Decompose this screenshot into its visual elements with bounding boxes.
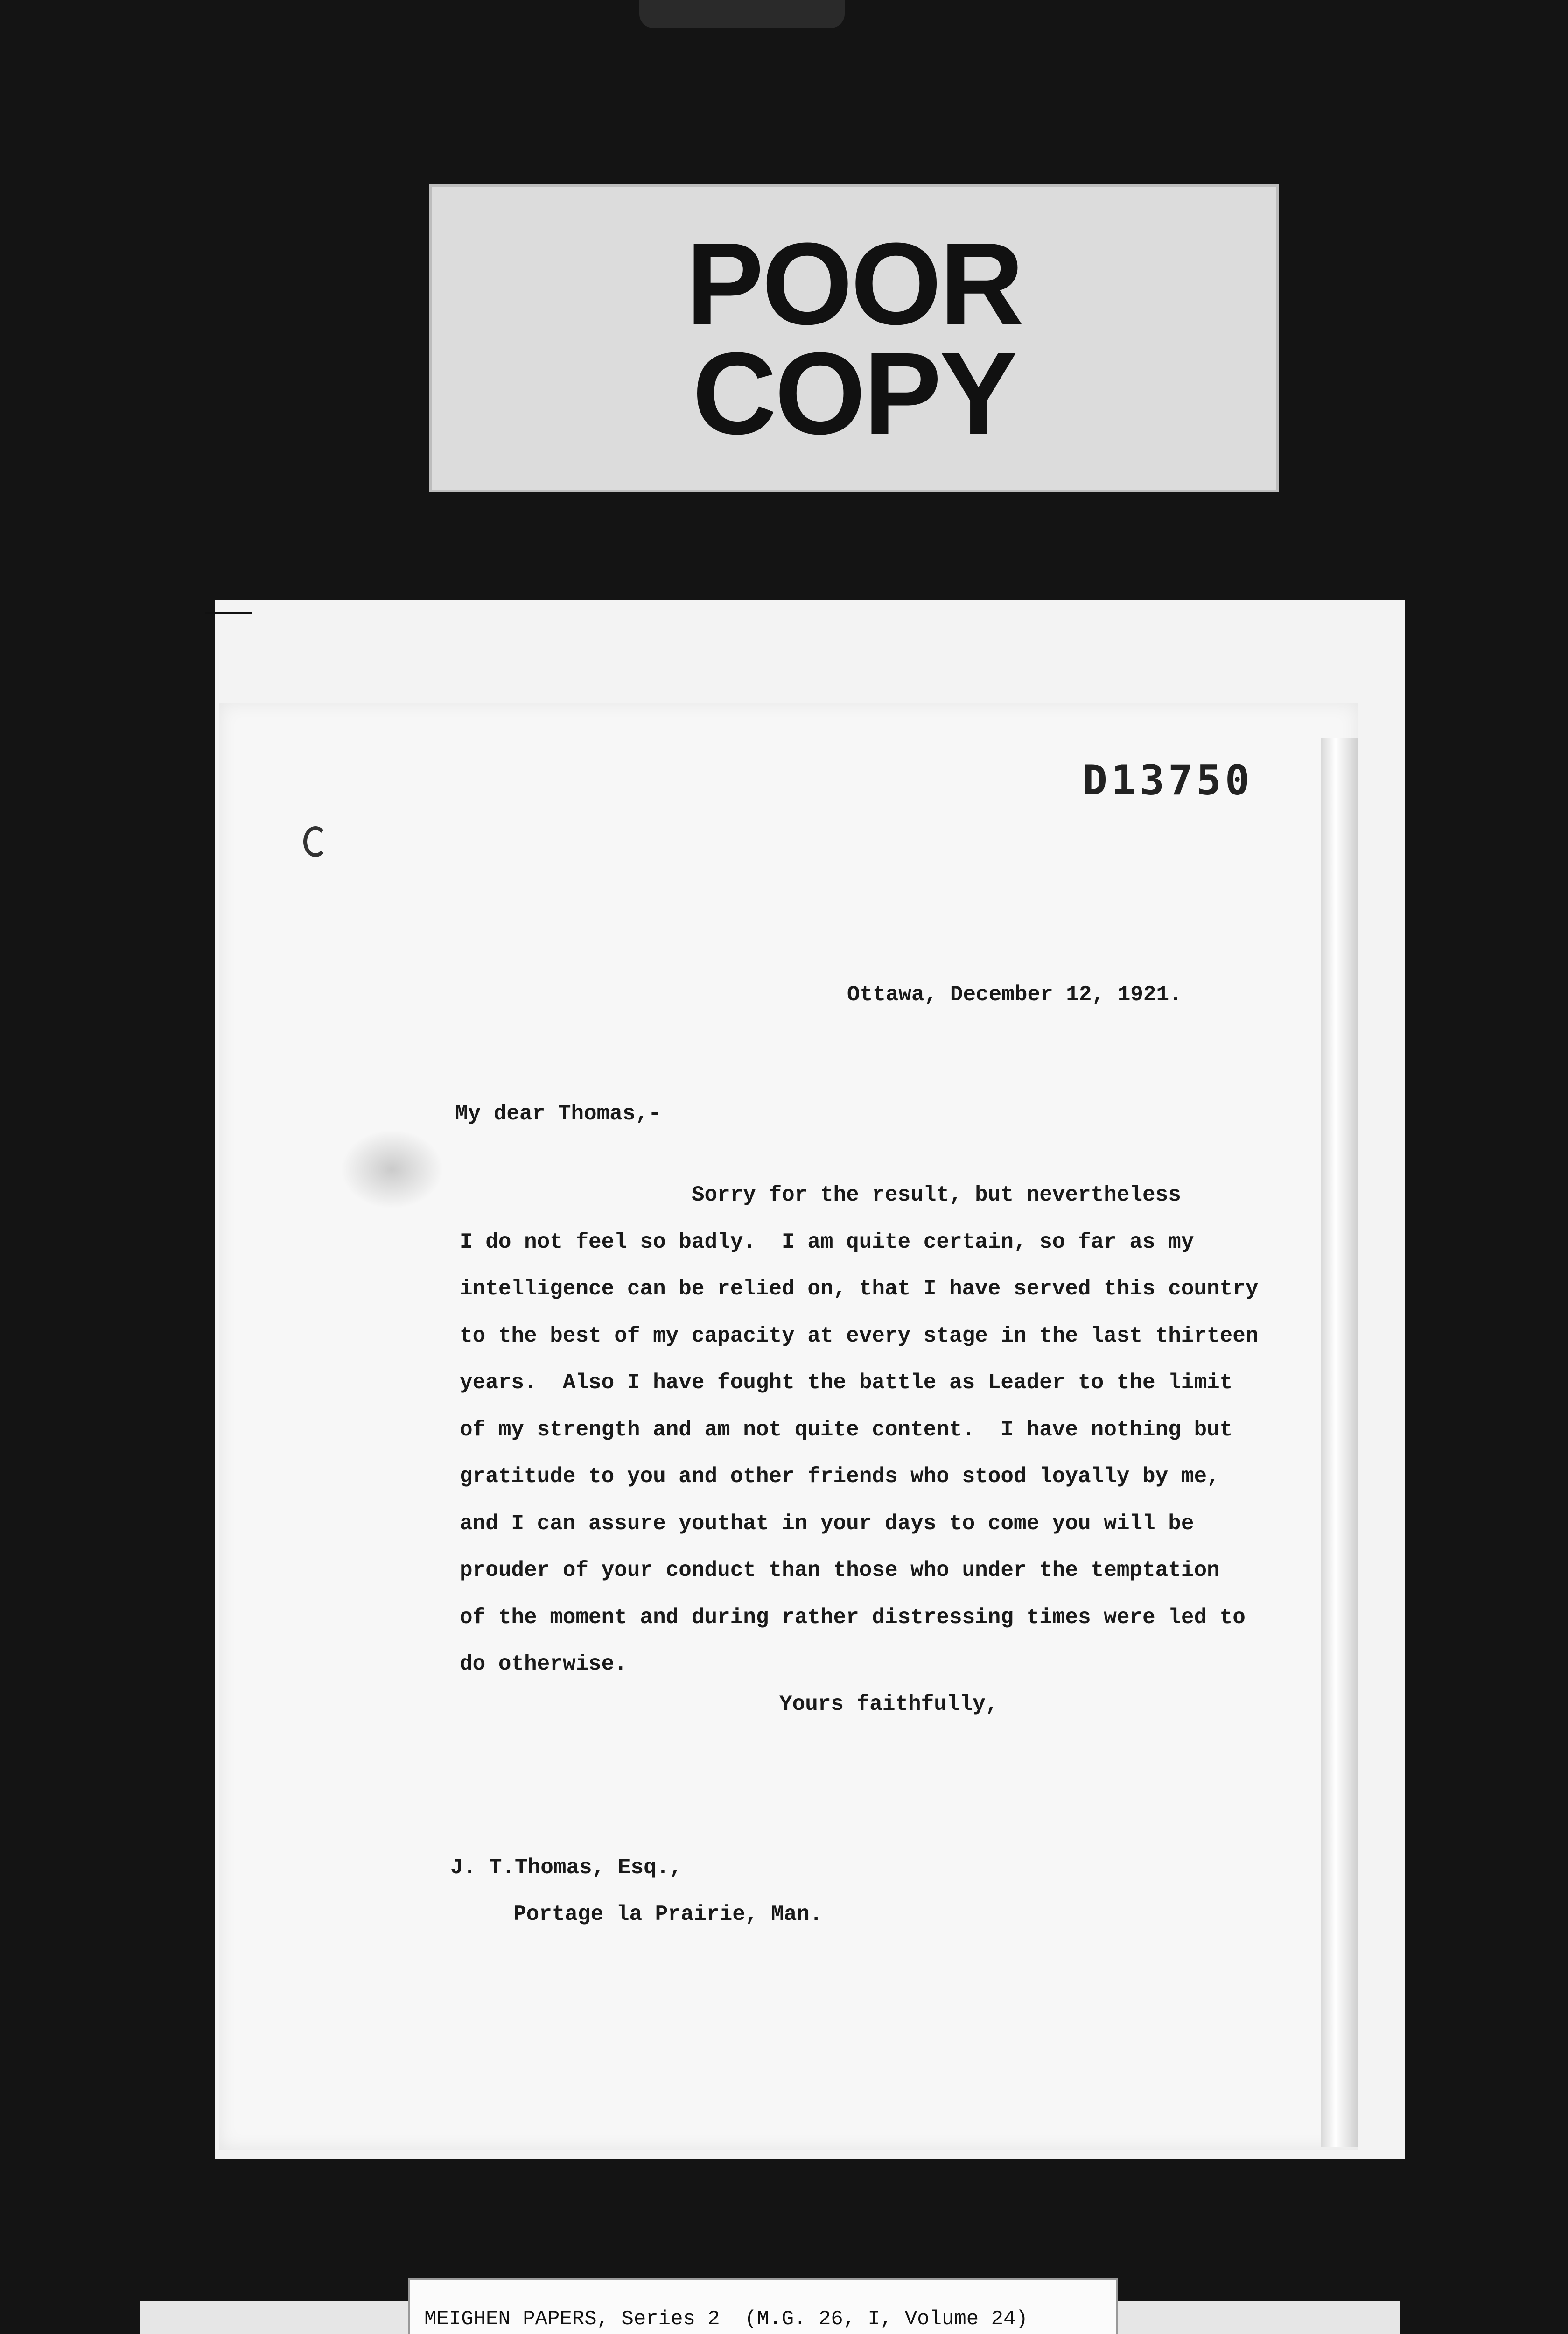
dateline: Ottawa, December 12, 1921. <box>847 983 1182 1007</box>
collection-label <box>408 2278 1118 2334</box>
letter-body: Sorry for the result, but nevertheless I do not feel so badly. I am quite certain, so far as my intelligence can be relied on, that I have served this country to the best of my capacity at every stage in the last thirteen years. Also I have fought the battle as Leader to the limit of my strength and am not quite content. I have nothing but gratitude to you and other friends who stood loyally by me, and I can assure youthat in your days to come you will be prouder of your conduct than those who under the temptation of the moment and during rather distressing times were led to do otherwise. <box>460 1183 1259 1676</box>
salutation: My dear Thomas,- <box>455 1102 661 1126</box>
document-number: D13750 <box>1083 756 1253 804</box>
poor-copy-stamp <box>429 184 1279 492</box>
film-clip <box>639 0 845 28</box>
ink-smudge <box>341 1130 443 1209</box>
hole-punch-mark <box>303 826 328 857</box>
stamp-line-2: COPY <box>692 328 1016 458</box>
collection-label-text: MEIGHEN PAPERS, Series 2 (M.G. 26, I, Volume 24) <box>424 2307 1028 2331</box>
page-edge <box>1321 738 1358 2147</box>
recipient-name: J. T.Thomas, Esq., <box>450 1856 682 1880</box>
recipient-place: Portage la Prairie, Man. <box>513 1902 823 1926</box>
mount-mark <box>205 612 252 614</box>
closing: Yours faithfully, <box>779 1692 999 1716</box>
stamp-line-1: POOR <box>686 218 1022 349</box>
